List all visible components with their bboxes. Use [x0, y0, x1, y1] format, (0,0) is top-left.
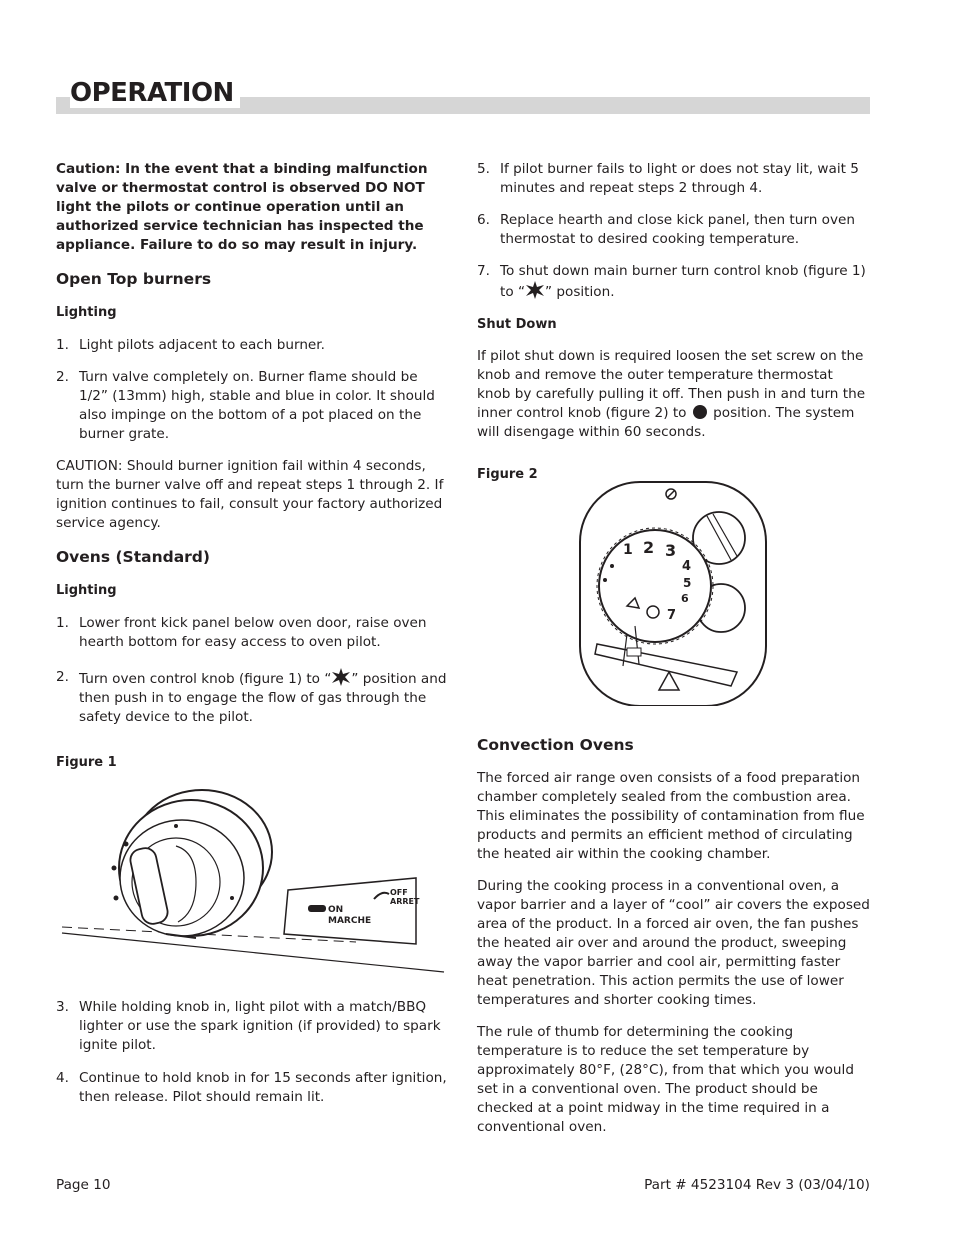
list-number: 5. [477, 161, 490, 177]
list-item [477, 211, 870, 249]
dial-number: 7 [667, 608, 677, 623]
list-number: 1. [56, 337, 69, 353]
shutdown-heading: Shut Down [477, 317, 557, 332]
pilot-dot-icon [693, 405, 707, 419]
list-text: ” position and then push in to engage the flow of gas through the safety device to the pilot. [79, 671, 447, 725]
caution-paragraph: Caution: In the event that a binding malfunction valve or thermostat control is observed DO NOT light the pilots or continue operation until an authorized service technician has inspected the appliance. Failure to do so may result in injury. [56, 161, 428, 253]
figure1-off-label: OFF [390, 888, 408, 897]
list-text: To shut down main burner turn control knob (figure 1) to “ [500, 263, 866, 300]
list-text: Lower front kick panel below oven door, raise oven hearth bottom for easy access to oven pilot. [79, 615, 427, 650]
list-text: Replace hearth and close kick panel, then turn oven thermostat to desired cooking temperature. [500, 212, 855, 247]
convection-paragraph: The forced air range oven consists of a food preparation chamber completely sealed from the combustion area. This eliminates the possibility of contamination from flue products and permits an efficient method of circulating the heated air within the cooking chamber. [477, 770, 865, 862]
list-item [56, 668, 448, 727]
list-item [56, 998, 448, 1055]
dial-number: 4 [682, 559, 692, 574]
list-item [56, 614, 448, 652]
shutdown-paragraph [477, 347, 870, 442]
list-text: While holding knob in, light pilot with a match/BBQ lighter or use the spark ignition (if provided) to spark ignite pilot. [79, 999, 441, 1053]
convection-paragraph: The rule of thumb for determining the cooking temperature is to reduce the set temperature by approximately 80°F, (28°C), from that which you would set in a conventional oven. The product should be checked at a point midway in the time required in a conventional oven. [477, 1024, 854, 1135]
figure1-label: Figure 1 [56, 755, 117, 770]
dial-number: 3 [665, 541, 677, 560]
part-number: Part # 4523104 Rev 3 (03/04/10) [644, 1177, 870, 1193]
list-text: Turn valve completely on. Burner flame should be 1/2” (13mm) high, stable and blue in color. It should also impinge on the bottom of a pot placed on the burner grate. [79, 369, 435, 442]
list-text: ” position. [545, 284, 615, 300]
flame-star-icon [331, 668, 351, 686]
list-text: Turn oven control knob (figure 1) to “ [79, 671, 332, 687]
list-number: 3. [56, 999, 69, 1015]
ovens-heading: Ovens (Standard) [56, 548, 210, 566]
convection-paragraph: During the cooking process in a conventional oven, a vapor barrier and a layer of “cool” air covers the exposed area of the product. In a forced air oven, the fan pushes the heated air over and around the product, sweeping away the vapor barrier and cool air, permitting faster heat penetration. This action permits the use of lower temperatures and shorter cooking times. [477, 878, 870, 1008]
open-top-heading: Open Top burners [56, 270, 212, 288]
dial-number: 5 [683, 576, 692, 590]
figure2-control-illustration [477, 476, 870, 706]
page-title: OPERATION [70, 78, 240, 108]
figure1-knob-illustration [56, 782, 448, 982]
page-number: Page 10 [56, 1177, 111, 1193]
figure2-label: Figure 2 [477, 467, 538, 482]
dial-number: 6 [681, 592, 689, 605]
shutdown-text: If pilot shut down is required loosen the set screw on the knob and remove the outer temperature thermostat knob by carefully pulling it off. Then push in and turn the inner control knob (figure 2) to [477, 348, 866, 421]
left-column [56, 160, 448, 1107]
list-number: 7. [477, 263, 490, 279]
list-text: Continue to hold knob in for 15 seconds after ignition, then release. Pilot should remain lit. [79, 1070, 447, 1105]
caution-ignition-paragraph: CAUTION: Should burner ignition fail within 4 seconds, turn the burner valve off and repeat steps 1 through 2. If ignition continues to fail, consult your factory authorized service agency. [56, 458, 444, 531]
figure1-arret-label: ARRET [390, 897, 420, 906]
list-item [56, 368, 448, 444]
list-number: 6. [477, 212, 490, 228]
list-number: 2. [56, 669, 69, 685]
figure1-on-label: ON [328, 905, 344, 915]
list-text: If pilot burner fails to light or does not stay lit, wait 5 minutes and repeat steps 2 through 4. [500, 161, 859, 196]
lighting-heading: Lighting [56, 305, 117, 320]
right-column [477, 160, 870, 1137]
list-item [56, 336, 448, 355]
figure1-marche-label: MARCHE [328, 916, 372, 926]
list-number: 4. [56, 1070, 69, 1086]
list-item [477, 262, 870, 302]
lighting-heading: Lighting [56, 583, 117, 598]
dial-number: 2 [643, 538, 655, 557]
dial-number: 1 [623, 542, 633, 558]
list-number: 2. [56, 369, 69, 385]
convection-heading: Convection Ovens [477, 736, 634, 754]
list-number: 1. [56, 615, 69, 631]
flame-star-icon [525, 281, 545, 299]
list-text: Light pilots adjacent to each burner. [79, 337, 325, 353]
shutdown-text: position. The system will disengage within 60 seconds. [477, 405, 855, 440]
list-item [56, 1069, 448, 1107]
list-item [477, 160, 870, 198]
